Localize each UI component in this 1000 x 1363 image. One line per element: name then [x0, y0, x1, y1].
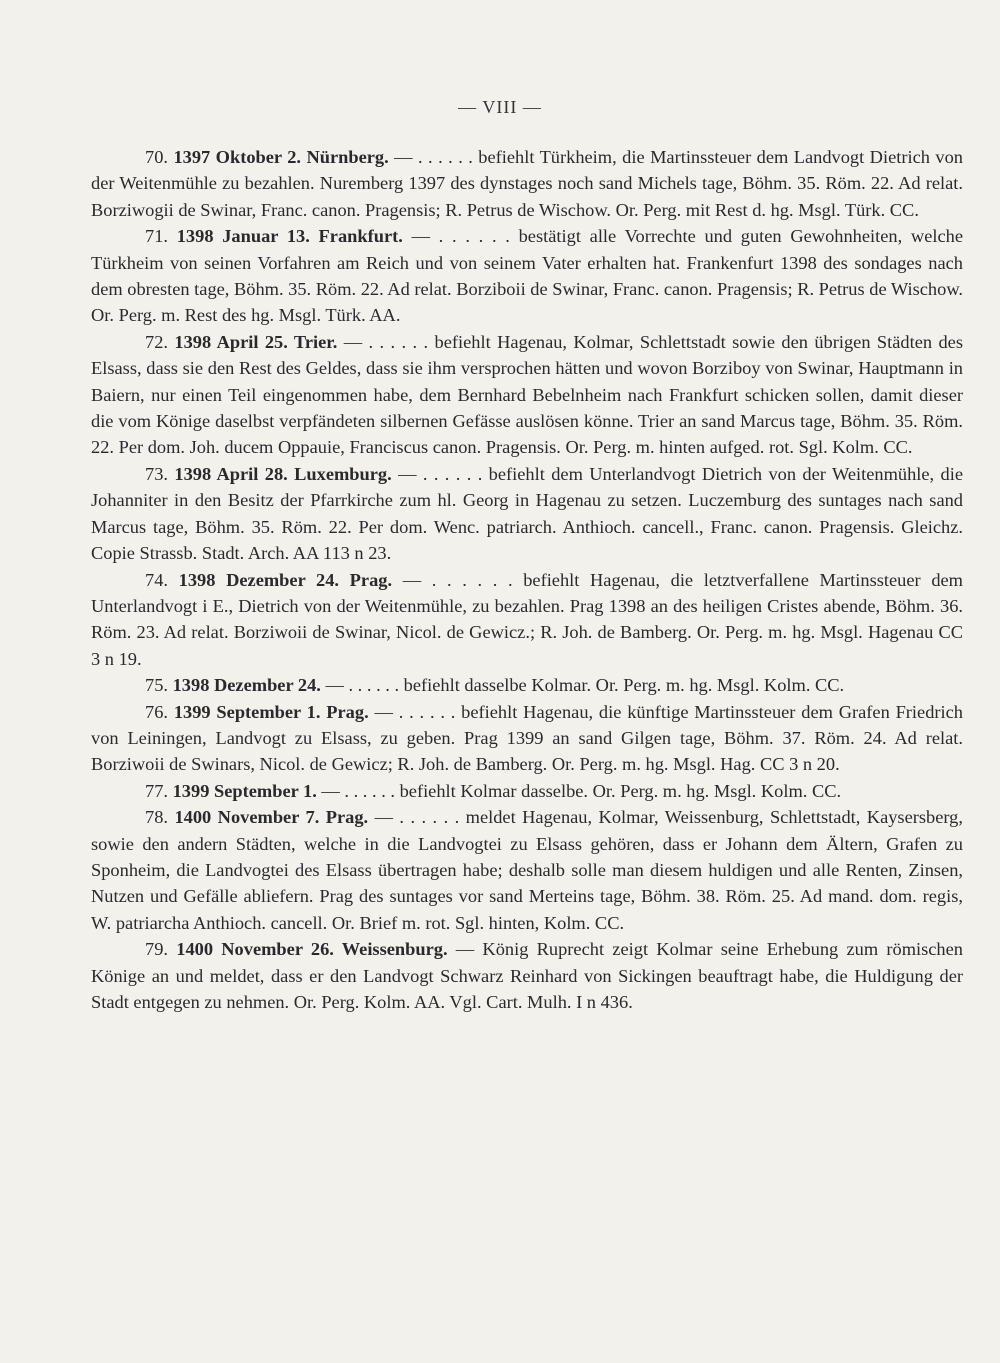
entry-number: 77. [145, 780, 168, 801]
entry-text: — . . . . . . befiehlt Türkheim, die Martinssteuer dem Landvogt Dietrich von der Weitenmühle zu bezahlen. Nuremberg 1397 des dynstages noch sand Michels tage, Böhm. 35. Röm. 22. Ad relat. Borziwogii de Swinar, Franc. canon. Pragensis; R. Petrus de Wischow. Or. Perg. mit Rest d. hg. Msgl. Türk. CC. [91, 147, 963, 220]
entry-heading: 1398 Dezember 24. [172, 675, 321, 696]
entry-text: — . . . . . . befiehlt Hagenau, die künftige Martinssteuer dem Grafen Friedrich von Leiningen, Landvogt zu Elsass, zu geben. Prag 1399 an sand Gilgen tage, Böhm. 37. Röm. 24. Ad relat. Borziwoii de Swinars, Nicol. de Gewicz; R. Joh. de Bamberg. Or. Perg. m. hg. Msgl. Hag. CC 3 n 20. [91, 701, 963, 775]
entry-heading: 1400 November 26. Weissenburg. [176, 939, 448, 960]
regest-entry [91, 461, 963, 567]
regest-entry [91, 672, 963, 698]
entry-number: 76. [145, 701, 168, 722]
entry-number: 79. [145, 939, 168, 960]
regest-entry [91, 936, 963, 1015]
entry-heading: 1398 April 28. Luxemburg. [174, 463, 392, 484]
regest-entry [91, 223, 963, 329]
entry-number: 78. [145, 807, 168, 828]
entry-heading: 1398 Januar 13. Frankfurt. [176, 226, 403, 247]
regest-entry [91, 778, 963, 804]
entry-text: — . . . . . . befiehlt dasselbe Kolmar. Or. Perg. m. hg. Msgl. Kolm. CC. [320, 675, 845, 696]
regest-entry [91, 567, 963, 673]
entry-text: — . . . . . . befiehlt Kolmar dasselbe. Or. Perg. m. hg. Msgl. Kolm. CC. [316, 780, 842, 801]
entry-text: — . . . . . . meldet Hagenau, Kolmar, Weissenburg, Schlettstadt, Kaysersberg, sowie den andern Städten, welche in die Landvogtei zu Elsass gehören, dass er Johann dem Ältern, Grafen zu Sponheim, die Landvogtei des Elsass übertragen habe; deshalb solle man diesem huldigen und alle Renten, Zinsen, Nutzen und Gefälle abliefern. Prag des suntages vor sand Merteins tage, Böhm. 38. Röm. 25. Ad mand. dom. regis, W. patriarcha Anthioch. cancell. Or. Brief m. rot. Sgl. hinten, Kolm. CC. [91, 807, 963, 933]
entry-text: — . . . . . . befiehlt Hagenau, Kolmar, Schlettstadt sowie den übrigen Städten des Elsass, dass sie den Rest des Geldes, dass sie ihm versprochen hätten und wovon Borziboy von Swinar, Hauptmann in Baiern, nur einen Teil eingenommen habe, dem Bernhard Bebelnheim nach Frankfurt schicken sollen, damit dieser die vom Könige daselbst verpfändeten silbernen Gefässe auslösen könne. Trier an sand Marcus tage, Böhm. 35. Röm. 22. Per dom. Joh. ducem Oppauie, Franciscus canon. Pragensis. Or. Perg. m. hinten aufged. rot. Sgl. Kolm. CC. [91, 331, 963, 458]
entry-heading: 1398 April 25. Trier. [174, 331, 338, 352]
entry-number: 72. [145, 331, 168, 352]
page-header: — VIII — [458, 97, 542, 117]
entry-heading: 1398 Dezember 24. Prag. [178, 569, 393, 590]
entry-number: 74. [145, 569, 168, 590]
entry-text: — König Ruprecht zeigt Kolmar seine Erhebung zum römischen Könige an und meldet, dass er den Landvogt Schwarz Reinhard von Sickingen beauftragt habe, die Huldigung der Stadt entgegen zu nehmen. Or. Perg. Kolm. AA. Vgl. Cart. Mulh. I n 436. [91, 939, 963, 1012]
entry-heading: 1399 September 1. Prag. [173, 701, 369, 722]
document-body [91, 144, 963, 1015]
entry-heading: 1399 September 1. [172, 780, 317, 801]
entry-text: — . . . . . . befiehlt dem Unterlandvogt Dietrich von der Weitenmühle, die Johanniter in den Besitz der Pfarrkirche zum hl. Georg in Hagenau zu setzen. Luczemburg des suntages nach sand Marcus tage, Böhm. 35. Röm. 22. Per dom. Wenc. patriarch. Anthioch. cancell., Franc. canon. Pragensis. Gleichz. Copie Strassb. Stadt. Arch. AA 113 n 23. [91, 463, 963, 564]
regest-entry [91, 804, 963, 936]
entry-heading: 1397 Oktober 2. Nürnberg. [173, 147, 389, 167]
regest-entry [91, 699, 963, 778]
regest-entry [91, 144, 963, 223]
entry-heading: 1400 November 7. Prag. [174, 807, 369, 828]
entry-number: 75. [145, 675, 168, 696]
regest-entry [91, 329, 963, 461]
entry-text: — . . . . . . befiehlt Hagenau, die letztverfallene Martinssteuer dem Unterlandvogt i E., Dietrich von der Weitenmühle, zu bezahlen. Prag 1398 an des heiligen Cristes abende, Böhm. 36. Röm. 23. Ad relat. Borziwoii de Swinar, Nicol. de Gewicz.; R. Joh. de Bamberg. Or. Perg. m. hg. Msgl. Hagenau CC 3 n 19. [91, 569, 963, 669]
entry-number: 73. [145, 463, 168, 484]
entry-number: 71. [145, 226, 168, 247]
entry-text: — . . . . . . bestätigt alle Vorrechte und guten Gewohnheiten, welche Türkheim von seinen Vorfahren am Reich und von seinem Vater erhalten hat. Frankenfurt 1398 des sondages nach dem obresten tage, Böhm. 35. Röm. 22. Ad relat. Borziboii de Swinar, Franc. canon. Pragensis; R. Petrus de Wischow. Or. Perg. m. Rest des hg. Msgl. Türk. AA. [91, 226, 963, 326]
entry-number: 70. [145, 147, 168, 167]
